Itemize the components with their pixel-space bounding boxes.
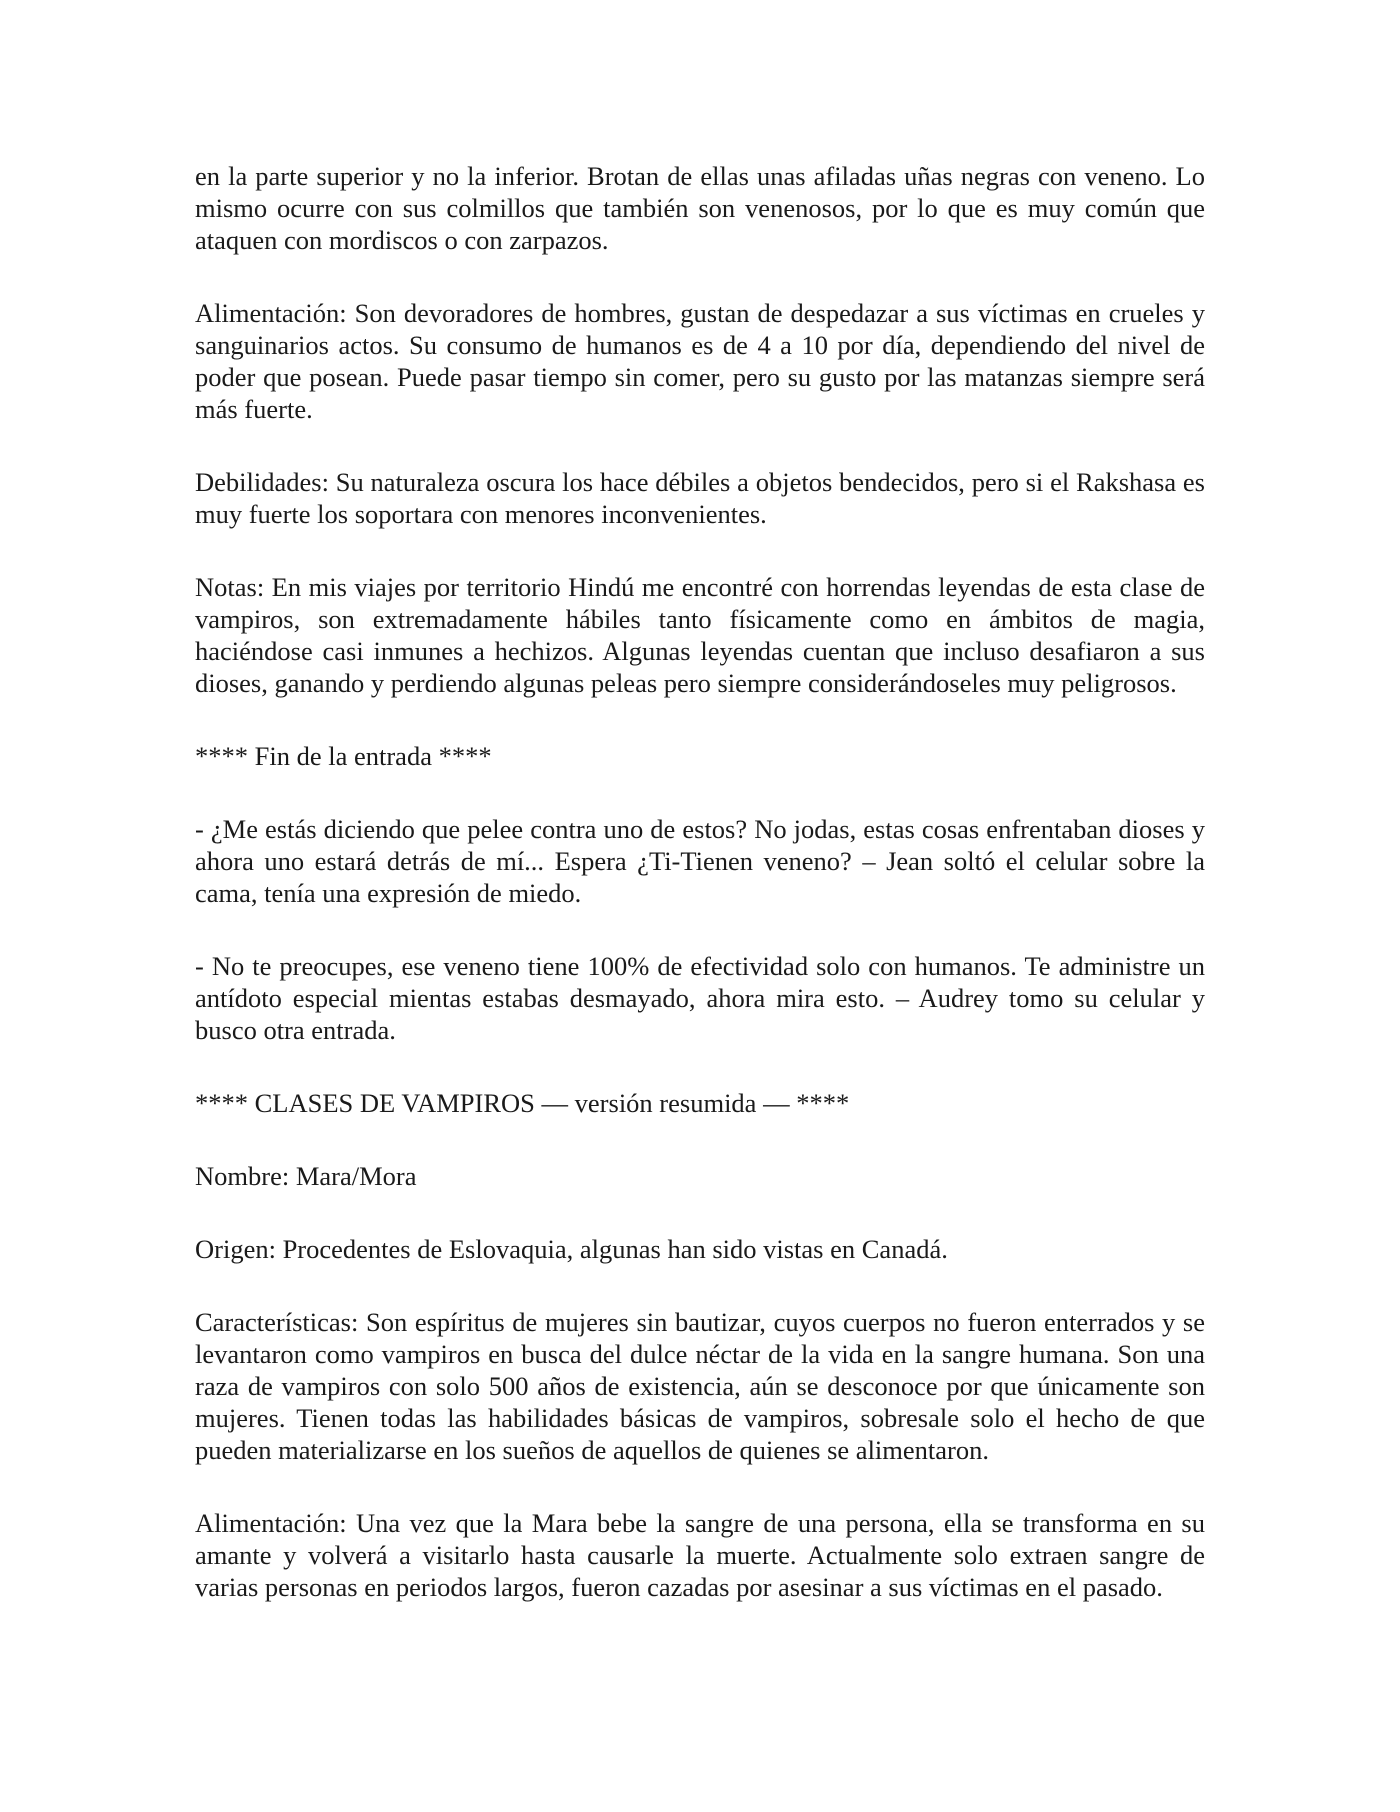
entry-end-marker: **** Fin de la entrada ****	[195, 741, 492, 771]
field-feeding-mara: Alimentación: Una vez que la Mara bebe la sangre de una persona, ella se transforma en su amante y volverá a visitarlo hasta causarle la muerte. Actualmente solo extraen sangre de varias personas en periodos largos, fueron cazadas por asesinar a sus víctimas en el pasado.	[195, 1508, 1205, 1602]
field-origin-mara: Origen: Procedentes de Eslovaquia, algunas han sido vistas en Canadá.	[195, 1234, 948, 1264]
paragraph-rakshasa-feeding: Alimentación: Son devoradores de hombres, gustan de despedazar a sus víctimas en crueles y sanguinarios actos. Su consumo de humanos es de 4 a 10 por día, dependiendo del nivel de poder que posean. Puede pasar tiempo sin comer, pero su gusto por las matanzas siempre será más fuerte.	[195, 298, 1205, 424]
field-name-mara: Nombre: Mara/Mora	[195, 1161, 417, 1191]
field-characteristics-mara: Características: Son espíritus de mujeres sin bautizar, cuyos cuerpos no fueron enterrados y se levantaron como vampiros en busca del dulce néctar de la vida en la sangre humana. Son una raza de vampiros con solo 500 años de existencia, aún se desconoce por que únicamente son mujeres. Tienen todas las habilidades básicas de vampiros, sobresale solo el hecho de que pueden materializarse en los sueños de aquellos de quienes se alimentaron.	[195, 1307, 1205, 1465]
paragraph-rakshasa-claws: en la parte superior y no la inferior. Brotan de ellas unas afiladas uñas negras con veneno. Lo mismo ocurre con sus colmillos que también son venenosos, por lo que es muy común que ataquen con mordiscos o con zarpazos.	[195, 161, 1205, 255]
paragraph-rakshasa-notes: Notas: En mis viajes por territorio Hindú me encontré con horrendas leyendas de esta clase de vampiros, son extremadamente hábiles tanto físicamente como en ámbitos de magia, haciéndose casi inmunes a hechizos. Algunas leyendas cuentan que incluso desafiaron a sus dioses, ganando y perdiendo algunas peleas pero siempre considerándoseles muy peligrosos.	[195, 572, 1205, 698]
dialogue-audrey: - No te preocupes, ese veneno tiene 100% de efectividad solo con humanos. Te administre un antídoto especial mientas estabas desmayado, ahora mira esto. – Audrey tomo su celular y busco otra entrada.	[195, 951, 1205, 1045]
paragraph-rakshasa-weaknesses: Debilidades: Su naturaleza oscura los hace débiles a objetos bendecidos, pero si el Rakshasa es muy fuerte los soportara con menores inconvenientes.	[195, 467, 1205, 529]
document-page	[195, 160, 1205, 1644]
dialogue-jean: - ¿Me estás diciendo que pelee contra uno de estos? No jodas, estas cosas enfrentaban dioses y ahora uno estará detrás de mí... Espera ¿Ti-Tienen veneno? – Jean soltó el celular sobre la cama, tenía una expresión de miedo.	[195, 814, 1205, 908]
section-heading-vampire-classes: **** CLASES DE VAMPIROS — versión resumida — ****	[195, 1088, 850, 1118]
